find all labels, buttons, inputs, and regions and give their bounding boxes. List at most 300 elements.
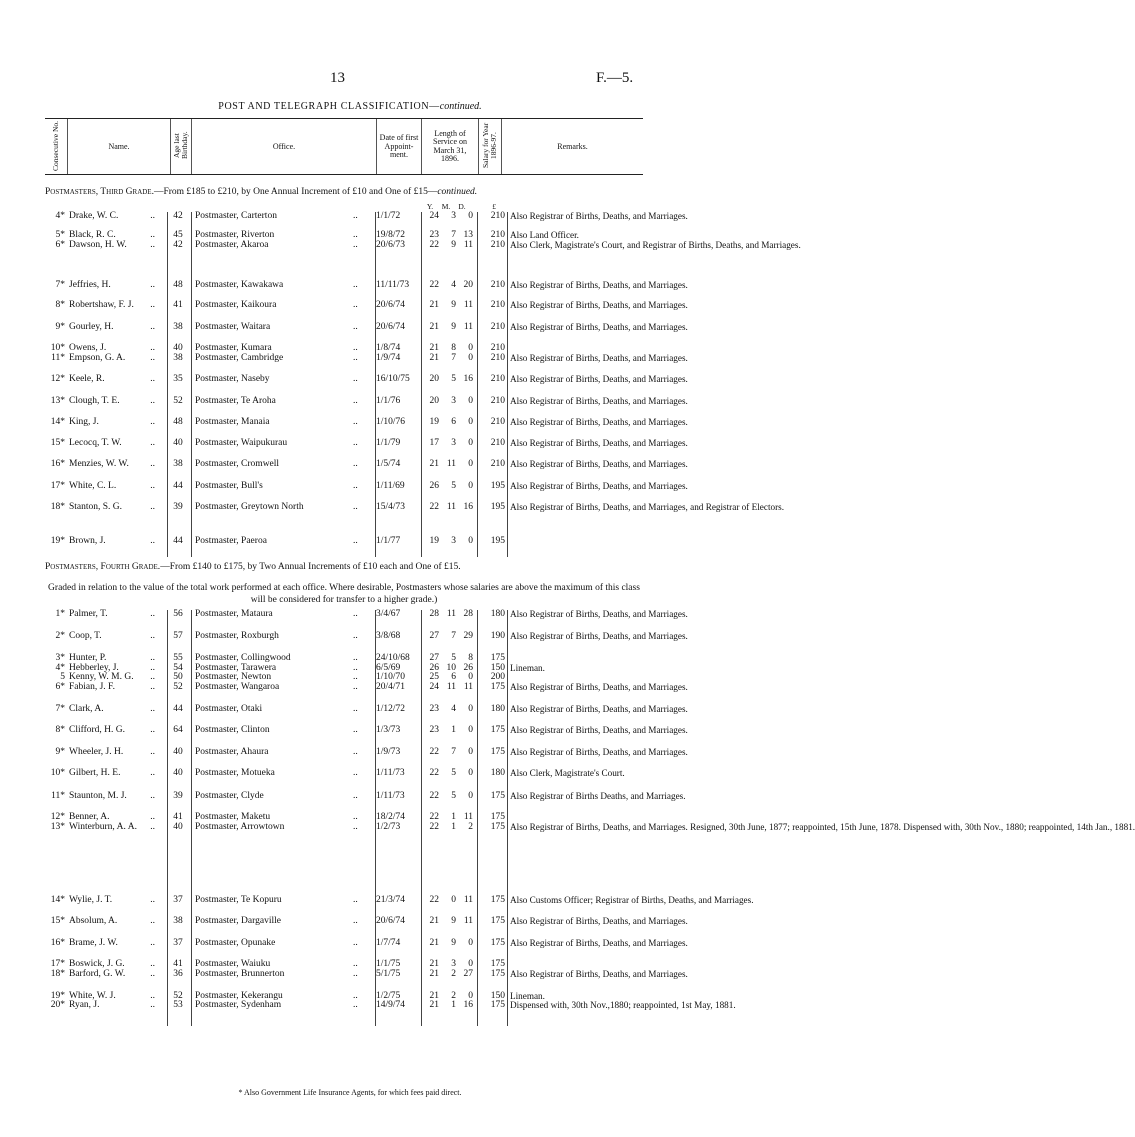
row-age: 40 <box>173 438 183 448</box>
row-salary: 175 <box>490 822 505 832</box>
row-salary: 195 <box>490 536 505 546</box>
row-remarks: Also Registrar of Births, Deaths, and Marriages. <box>510 747 688 757</box>
row-date: 11/11/73 <box>376 280 410 290</box>
row-age: 41 <box>173 300 183 310</box>
row-remarks: Also Clerk, Magistrate's Court. <box>510 768 625 778</box>
row-age: 39 <box>173 791 183 801</box>
row-name: Wheeler, J. H. .. <box>69 747 155 757</box>
row-age: 42 <box>173 211 183 221</box>
row-number: 15* <box>50 438 65 448</box>
row-office: Postmaster, Te Kopuru .. <box>195 895 358 905</box>
row-service: 21 8 0 <box>429 343 473 353</box>
row-date: 6/5/69 <box>376 663 401 673</box>
row-date: 20/6/73 <box>376 240 406 250</box>
row-date: 1/8/74 <box>376 343 401 353</box>
row-salary: 175 <box>490 725 505 735</box>
page-title <box>0 101 700 112</box>
row-salary: 180 <box>490 704 505 714</box>
row-date: 15/4/73 <box>376 502 406 512</box>
row-age: 38 <box>173 459 183 469</box>
row-service: 25 6 0 <box>429 672 473 682</box>
row-office: Postmaster, Bull's .. <box>195 481 358 491</box>
row-date: 1/1/79 <box>376 438 401 448</box>
row-service: 21 9 11 <box>429 300 473 310</box>
row-name: Barford, G. W. .. <box>69 969 155 979</box>
row-office: Postmaster, Greytown North .. <box>195 502 358 512</box>
row-date: 1/9/73 <box>376 747 401 757</box>
row-age: 38 <box>173 916 183 926</box>
header-age: Age last Birthday. <box>171 119 192 175</box>
row-date: 3/4/67 <box>376 609 401 619</box>
row-age: 41 <box>173 959 183 969</box>
row-remarks: Also Registrar of Births, Deaths, and Marriages. <box>510 300 688 310</box>
header-salary: Salary for Year 1896-97. <box>479 119 502 175</box>
row-service: 22 1 11 <box>429 812 473 822</box>
row-number: 7* <box>55 280 65 290</box>
row-service: 26 5 0 <box>429 481 473 491</box>
row-office: Postmaster, Naseby .. <box>195 374 358 384</box>
row-office: Postmaster, Carterton .. <box>195 211 358 221</box>
row-office: Postmaster, Waipukurau .. <box>195 438 358 448</box>
row-age: 41 <box>173 812 183 822</box>
row-number: 11* <box>51 791 65 801</box>
row-salary: 210 <box>490 240 505 250</box>
row-date: 1/12/72 <box>376 704 406 714</box>
row-office: Postmaster, Kekerangu .. <box>195 991 358 1001</box>
row-name: Palmer, T. .. <box>69 609 155 619</box>
row-number: 3* <box>55 653 65 663</box>
row-age: 40 <box>173 768 183 778</box>
row-age: 48 <box>173 417 183 427</box>
row-age: 52 <box>173 682 183 692</box>
column-rule <box>191 212 192 557</box>
row-remarks: Also Registrar of Births, Deaths, and Marriages. <box>510 631 688 641</box>
row-salary: 150 <box>490 991 505 1001</box>
row-age: 42 <box>173 240 183 250</box>
row-salary: 210 <box>490 322 505 332</box>
row-remarks: Also Land Officer. <box>510 230 579 240</box>
row-office: Postmaster, Opunake .. <box>195 938 358 948</box>
row-name: Jeffries, H. .. <box>69 280 155 290</box>
row-age: 36 <box>173 969 183 979</box>
row-age: 38 <box>173 322 183 332</box>
row-remarks: Also Customs Officer; Registrar of Births, Deaths, and Marriages. <box>510 895 754 905</box>
row-service: 20 5 16 <box>429 374 473 384</box>
row-name: Winterburn, A. A. .. <box>69 822 155 832</box>
row-salary: 210 <box>490 374 505 384</box>
row-remarks: Also Clerk, Magistrate's Court, and Registrar of Births, Deaths, and Marriages. <box>510 240 801 250</box>
row-office: Postmaster, Kaikoura .. <box>195 300 358 310</box>
row-remarks: Also Registrar of Births Deaths, and Marriages. <box>510 791 686 801</box>
row-service: 22 9 11 <box>429 240 473 250</box>
title-continued: continued. <box>439 101 482 112</box>
row-age: 40 <box>173 747 183 757</box>
row-name: Kenny, W. M. G. .. <box>69 672 155 682</box>
row-name: Lecocq, T. W. .. <box>69 438 155 448</box>
row-service: 22 7 0 <box>429 747 473 757</box>
row-age: 37 <box>173 895 183 905</box>
row-number: 18* <box>50 969 65 979</box>
row-office: Postmaster, Clinton .. <box>195 725 358 735</box>
row-name: Brown, J. .. <box>69 536 155 546</box>
row-number: 13* <box>50 396 65 406</box>
column-rule <box>167 212 168 557</box>
row-name: Dawson, H. W. .. <box>69 240 155 250</box>
row-name: Ryan, J. .. <box>69 1000 155 1010</box>
row-date: 21/3/74 <box>376 895 406 905</box>
row-date: 1/1/72 <box>376 211 401 221</box>
header-name: Name. <box>68 119 171 175</box>
row-service: 19 3 0 <box>429 536 473 546</box>
row-salary: 180 <box>490 768 505 778</box>
row-office: Postmaster, Akaroa .. <box>195 240 358 250</box>
row-service: 21 2 0 <box>429 991 473 1001</box>
row-number: 9* <box>55 747 65 757</box>
row-service: 21 9 11 <box>429 322 473 332</box>
row-remarks: Also Registrar of Births, Deaths, and Marriages. Resigned, 30th June, 1877; reappointed, 15th June, 1878. Dispensed with, 30th Nov., 1880; reappointed, 14th Jan., 1881. <box>510 822 1135 832</box>
row-remarks: Also Registrar of Births, Deaths, and Marriages. <box>510 396 688 406</box>
row-name: Stanton, S. G. .. <box>69 502 155 512</box>
row-date: 1/5/74 <box>376 459 401 469</box>
row-age: 54 <box>173 663 183 673</box>
row-name: Black, R. C. .. <box>69 230 155 240</box>
row-name: Keele, R. .. <box>69 374 155 384</box>
row-age: 35 <box>173 374 183 384</box>
row-service: 23 4 0 <box>429 704 473 714</box>
row-number: 16* <box>50 938 65 948</box>
row-salary: 175 <box>490 1000 505 1010</box>
row-date: 1/2/75 <box>376 991 401 1001</box>
title-text: POST AND TELEGRAPH CLASSIFICATION— <box>218 101 440 112</box>
row-date: 1/11/73 <box>376 768 405 778</box>
row-salary: 210 <box>490 211 505 221</box>
row-remarks: Lineman. <box>510 991 545 1001</box>
row-office: Postmaster, Sydenham .. <box>195 1000 358 1010</box>
row-service: 19 6 0 <box>429 417 473 427</box>
column-rule <box>191 610 192 1026</box>
row-remarks: Also Registrar of Births, Deaths, and Marriages. <box>510 280 688 290</box>
row-remarks: Also Registrar of Births, Deaths, and Marriages. <box>510 353 688 363</box>
row-salary: 175 <box>490 916 505 926</box>
row-number: 5 <box>60 672 65 682</box>
row-age: 56 <box>173 609 183 619</box>
row-age: 40 <box>173 343 183 353</box>
ymd-labels: Y. M. D. £ <box>426 202 496 211</box>
row-salary: 210 <box>490 438 505 448</box>
row-age: 37 <box>173 938 183 948</box>
row-office: Postmaster, Riverton .. <box>195 230 358 240</box>
row-age: 55 <box>173 653 183 663</box>
row-number: 11* <box>51 353 65 363</box>
row-service: 28 11 28 <box>429 609 473 619</box>
row-office: Postmaster, Cambridge .. <box>195 353 358 363</box>
row-service: 17 3 0 <box>429 438 473 448</box>
row-name: Brame, J. W. .. <box>69 938 155 948</box>
row-name: Hebberley, J. .. <box>69 663 155 673</box>
row-name: Fabian, J. F. .. <box>69 682 155 692</box>
row-office: Postmaster, Otaki .. <box>195 704 358 714</box>
row-office: Postmaster, Roxburgh .. <box>195 631 358 641</box>
row-service: 21 3 0 <box>429 959 473 969</box>
row-number: 18* <box>50 502 65 512</box>
row-number: 10* <box>50 768 65 778</box>
row-date: 20/6/74 <box>376 916 406 926</box>
row-age: 40 <box>173 822 183 832</box>
header-no: Consecutive No. <box>45 119 68 175</box>
row-salary: 175 <box>490 938 505 948</box>
row-number: 14* <box>50 417 65 427</box>
row-salary: 195 <box>490 502 505 512</box>
row-office: Postmaster, Ahaura .. <box>195 747 358 757</box>
row-number: 17* <box>50 959 65 969</box>
page-number: 13 <box>330 70 345 86</box>
row-name: Robertshaw, F. J. .. <box>69 300 155 310</box>
header-service: Length of Service on March 31, 1896. <box>422 119 479 175</box>
row-salary: 175 <box>490 969 505 979</box>
row-service: 27 5 8 <box>429 653 473 663</box>
row-date: 18/2/74 <box>376 812 406 822</box>
row-office: Postmaster, Collingwood .. <box>195 653 358 663</box>
document-reference: F.—5. <box>596 70 634 86</box>
row-salary: 210 <box>490 396 505 406</box>
row-date: 5/1/75 <box>376 969 401 979</box>
row-number: 10* <box>50 343 65 353</box>
row-age: 52 <box>173 396 183 406</box>
header-date: Date of first Appoint-ment. <box>377 119 422 175</box>
row-age: 50 <box>173 672 183 682</box>
row-service: 21 9 11 <box>429 916 473 926</box>
column-rule <box>507 212 508 557</box>
row-number: 4* <box>55 663 65 673</box>
row-service: 22 1 2 <box>429 822 473 832</box>
row-office: Postmaster, Kumara .. <box>195 343 358 353</box>
row-age: 45 <box>173 230 183 240</box>
row-number: 13* <box>50 822 65 832</box>
row-salary: 210 <box>490 300 505 310</box>
fourth-grade-note: Graded in relation to the value of the total work performed at each office. Where desirable, Postmasters whose salaries are above the maximum of this class will be considered for transfer to a higher grade.) <box>48 583 640 605</box>
row-date: 3/8/68 <box>376 631 401 641</box>
row-salary: 195 <box>490 481 505 491</box>
row-salary: 175 <box>490 791 505 801</box>
row-number: 19* <box>50 991 65 1001</box>
row-name: Benner, A. .. <box>69 812 155 822</box>
row-remarks: Also Registrar of Births, Deaths, and Marriages. <box>510 704 688 714</box>
row-remarks: Also Registrar of Births, Deaths, and Marriages. <box>510 725 688 735</box>
column-header <box>45 118 643 175</box>
row-service: 26 10 26 <box>429 663 473 673</box>
row-number: 9* <box>55 322 65 332</box>
row-number: 12* <box>50 812 65 822</box>
row-age: 44 <box>173 704 183 714</box>
row-number: 8* <box>55 300 65 310</box>
row-service: 23 7 13 <box>429 230 473 240</box>
row-office: Postmaster, Kawakawa .. <box>195 280 358 290</box>
row-remarks: Also Registrar of Births, Deaths, and Marriages. <box>510 438 688 448</box>
row-number: 7* <box>55 704 65 714</box>
row-date: 1/10/76 <box>376 417 406 427</box>
row-number: 4* <box>55 211 65 221</box>
row-remarks: Also Registrar of Births, Deaths, and Marriages. <box>510 682 688 692</box>
row-office: Postmaster, Arrowtown .. <box>195 822 358 832</box>
row-office: Postmaster, Maketu .. <box>195 812 358 822</box>
row-number: 2* <box>55 631 65 641</box>
row-salary: 175 <box>490 747 505 757</box>
row-age: 44 <box>173 481 183 491</box>
row-name: Absolum, A. .. <box>69 916 155 926</box>
row-date: 1/10/70 <box>376 672 406 682</box>
row-office: Postmaster, Waiuku .. <box>195 959 358 969</box>
row-number: 16* <box>50 459 65 469</box>
row-date: 1/9/74 <box>376 353 401 363</box>
row-service: 24 3 0 <box>429 211 473 221</box>
row-remarks: Also Registrar of Births, Deaths, and Marriages. <box>510 916 688 926</box>
row-name: Gourley, H. .. <box>69 322 155 332</box>
row-salary: 210 <box>490 230 505 240</box>
row-office: Postmaster, Dargaville .. <box>195 916 358 926</box>
row-salary: 210 <box>490 417 505 427</box>
row-name: Clough, T. E. .. <box>69 396 155 406</box>
row-age: 64 <box>173 725 183 735</box>
row-date: 20/6/74 <box>376 300 406 310</box>
row-remarks: Also Registrar of Births, Deaths, and Marriages. <box>510 374 688 384</box>
row-office: Postmaster, Brunnerton .. <box>195 969 358 979</box>
row-salary: 210 <box>490 280 505 290</box>
footnote: * Also Government Life Insurance Agents, for which fees paid direct. <box>238 1088 462 1097</box>
row-service: 23 1 0 <box>429 725 473 735</box>
row-age: 52 <box>173 991 183 1001</box>
row-salary: 150 <box>490 663 505 673</box>
row-date: 1/7/74 <box>376 938 401 948</box>
row-name: Drake, W. C. .. <box>69 211 155 221</box>
row-date: 16/10/75 <box>376 374 410 384</box>
row-service: 24 11 11 <box>429 682 473 692</box>
row-service: 22 5 0 <box>429 791 473 801</box>
row-service: 27 7 29 <box>429 631 473 641</box>
row-salary: 210 <box>490 353 505 363</box>
row-office: Postmaster, Te Aroha .. <box>195 396 358 406</box>
row-salary: 190 <box>490 631 505 641</box>
row-name: Staunton, M. J. .. <box>69 791 155 801</box>
row-number: 1* <box>55 609 65 619</box>
row-remarks: Dispensed with, 30th Nov.,1880; reappointed, 1st May, 1881. <box>510 1000 736 1010</box>
row-salary: 180 <box>490 609 505 619</box>
header-remarks: Remarks. <box>502 119 644 175</box>
row-service: 21 11 0 <box>429 459 473 469</box>
row-number: 15* <box>50 916 65 926</box>
row-remarks: Also Registrar of Births, Deaths, and Marriages. <box>510 609 688 619</box>
row-name: King, J. .. <box>69 417 155 427</box>
row-name: Boswick, J. G. .. <box>69 959 155 969</box>
row-number: 6* <box>55 240 65 250</box>
row-date: 20/6/74 <box>376 322 406 332</box>
row-name: White, C. L. .. <box>69 481 155 491</box>
row-date: 14/9/74 <box>376 1000 406 1010</box>
row-remarks: Also Registrar of Births, Deaths, and Marriages, and Registrar of Electors. <box>510 502 785 512</box>
row-office: Postmaster, Motueka .. <box>195 768 358 778</box>
row-age: 44 <box>173 536 183 546</box>
row-salary: 210 <box>490 343 505 353</box>
row-age: 48 <box>173 280 183 290</box>
row-number: 8* <box>55 725 65 735</box>
row-service: 22 11 16 <box>429 502 473 512</box>
row-office: Postmaster, Waitara .. <box>195 322 358 332</box>
row-office: Postmaster, Tarawera .. <box>195 663 358 673</box>
row-office: Postmaster, Mataura .. <box>195 609 358 619</box>
row-remarks: Also Registrar of Births, Deaths, and Marriages. <box>510 481 688 491</box>
row-name: Gilbert, H. E. .. <box>69 768 155 778</box>
row-office: Postmaster, Clyde .. <box>195 791 358 801</box>
row-salary: 175 <box>490 895 505 905</box>
row-service: 22 5 0 <box>429 768 473 778</box>
row-age: 53 <box>173 1000 183 1010</box>
row-salary: 175 <box>490 682 505 692</box>
row-number: 19* <box>50 536 65 546</box>
row-name: Wylie, J. T. .. <box>69 895 155 905</box>
row-age: 57 <box>173 631 183 641</box>
row-remarks: Also Registrar of Births, Deaths, and Marriages. <box>510 211 688 221</box>
row-date: 1/1/75 <box>376 959 401 969</box>
row-name: White, W. J. .. <box>69 991 155 1001</box>
row-remarks: Also Registrar of Births, Deaths, and Marriages. <box>510 969 688 979</box>
row-remarks: Also Registrar of Births, Deaths, and Marriages. <box>510 459 688 469</box>
row-salary: 175 <box>490 959 505 969</box>
row-salary: 200 <box>490 672 505 682</box>
row-name: Coop, T. .. <box>69 631 155 641</box>
row-office: Postmaster, Manaia .. <box>195 417 358 427</box>
column-rule <box>167 610 168 1026</box>
row-date: 19/8/72 <box>376 230 406 240</box>
row-office: Postmaster, Cromwell .. <box>195 459 358 469</box>
row-name: Menzies, W. W. .. <box>69 459 155 469</box>
row-date: 1/11/69 <box>376 481 405 491</box>
row-remarks: Also Registrar of Births, Deaths, and Marriages. <box>510 417 688 427</box>
row-service: 21 1 16 <box>429 1000 473 1010</box>
row-date: 1/1/76 <box>376 396 401 406</box>
row-service: 22 0 11 <box>429 895 473 905</box>
row-remarks: Lineman. <box>510 663 545 673</box>
row-age: 38 <box>173 353 183 363</box>
row-number: 6* <box>55 682 65 692</box>
row-number: 14* <box>50 895 65 905</box>
row-date: 1/11/73 <box>376 791 405 801</box>
row-office: Postmaster, Newton .. <box>195 672 358 682</box>
row-service: 21 7 0 <box>429 353 473 363</box>
row-service: 20 3 0 <box>429 396 473 406</box>
row-date: 1/2/73 <box>376 822 401 832</box>
row-name: Clifford, H. G. .. <box>69 725 155 735</box>
row-number: 5* <box>55 230 65 240</box>
row-name: Clark, A. .. <box>69 704 155 714</box>
row-name: Owens, J. .. <box>69 343 155 353</box>
third-grade-heading: Postmasters, Third Grade.—From £185 to £210, by One Annual Increment of £10 and One of £15—continued. <box>45 187 478 197</box>
row-salary: 175 <box>490 812 505 822</box>
column-rule <box>507 610 508 1026</box>
row-remarks: Also Registrar of Births, Deaths, and Marriages. <box>510 938 688 948</box>
row-name: Empson, G. A. .. <box>69 353 155 363</box>
row-number: 12* <box>50 374 65 384</box>
row-salary: 210 <box>490 459 505 469</box>
row-number: 20* <box>50 1000 65 1010</box>
row-office: Postmaster, Paeroa .. <box>195 536 358 546</box>
fourth-grade-heading: Postmasters, Fourth Grade.—From £140 to £175, by Two Annual Increments of £10 each and One of £15. <box>45 562 461 572</box>
row-service: 21 2 27 <box>429 969 473 979</box>
row-salary: 175 <box>490 653 505 663</box>
row-date: 20/4/71 <box>376 682 406 692</box>
row-date: 24/10/68 <box>376 653 410 663</box>
row-remarks: Also Registrar of Births, Deaths, and Marriages. <box>510 322 688 332</box>
header-office: Office. <box>192 119 377 175</box>
row-date: 1/3/73 <box>376 725 401 735</box>
